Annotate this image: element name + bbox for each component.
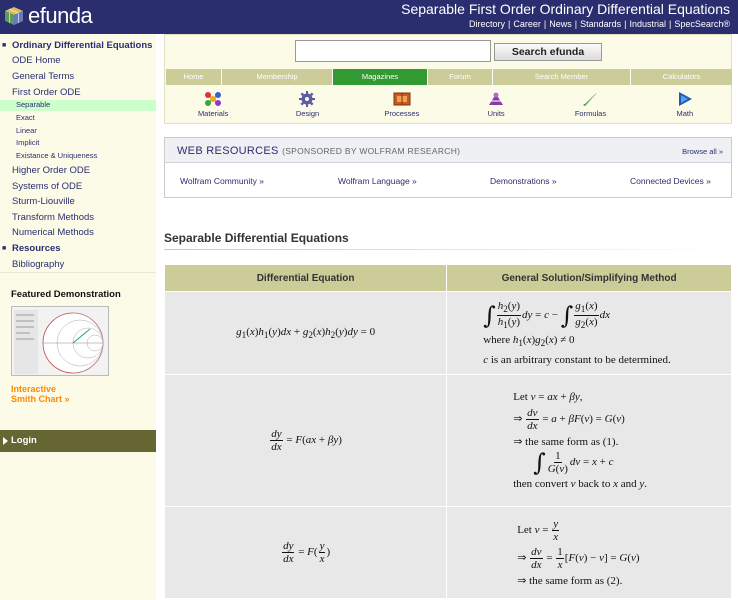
login-button[interactable]	[0, 430, 156, 452]
sidebar-divider	[0, 272, 156, 273]
icon-link-materials[interactable]	[166, 87, 260, 123]
table-row	[165, 375, 732, 507]
tab-forum[interactable]: Forum	[428, 69, 493, 85]
header-differential-equation: Differential Equation	[165, 265, 447, 292]
row2-solution-let: Let v = ax + βy,	[513, 391, 583, 403]
search-nav-panel	[164, 34, 732, 124]
sidebar-item-higher-order-ode[interactable]: Higher Order ODE	[12, 165, 91, 176]
sidebar-item-implicit[interactable]: Implicit	[16, 138, 40, 147]
tab-magazines[interactable]: Magazines	[333, 69, 428, 85]
smith-chart-thumbnail[interactable]	[11, 306, 109, 376]
search-input[interactable]	[295, 40, 491, 62]
row1-equation-formula: $g_1(x)h_1(y)dx + g_2(x)h_2(y)dy = 0$	[236, 325, 376, 341]
sidebar-section-ode[interactable]: ■ Ordinary Differential Equations	[0, 40, 156, 51]
tab-membership[interactable]: Membership	[222, 69, 333, 85]
sidebar-item-ode-home[interactable]: ODE Home	[12, 55, 61, 66]
separator: |	[508, 19, 511, 29]
row2-solution	[447, 375, 732, 507]
content-title: Separable Differential Equations	[164, 231, 349, 245]
header-link-career[interactable]: Career	[513, 19, 541, 29]
efunda-logo[interactable]	[3, 3, 92, 29]
formulas-icon	[581, 91, 599, 107]
icon-label-design: Design	[295, 109, 320, 118]
web-link-wolfram-language[interactable]: Wolfram Language »	[338, 176, 417, 186]
icon-label-materials: Materials	[197, 109, 229, 118]
main-nav-tabs	[166, 69, 732, 85]
featured-demo-title: Featured Demonstration	[11, 289, 121, 300]
icon-link-design[interactable]	[260, 87, 354, 123]
tab-search-member[interactable]: Search Member	[493, 69, 631, 85]
header-links	[469, 19, 730, 29]
row1-solution-where: where $h_1(x)g_2(x) \ne 0$	[483, 334, 575, 349]
logo-text: efunda	[28, 3, 93, 28]
math-icon	[677, 91, 693, 107]
sidebar-item-sturm-liouville[interactable]: Sturm-Liouville	[12, 196, 75, 207]
tab-calculators[interactable]: Calculators	[631, 69, 732, 85]
header-link-news[interactable]: News	[549, 19, 572, 29]
triangle-right-icon	[3, 437, 8, 445]
sidebar-item-general-terms[interactable]: General Terms	[12, 71, 75, 82]
row2-solution-same-form: ⇒ the same form as (1).	[513, 436, 619, 448]
separator: |	[574, 19, 578, 29]
row2-equation	[165, 375, 447, 507]
icon-link-math[interactable]	[638, 87, 732, 123]
web-resources-title	[177, 145, 460, 157]
smith-chart-icon	[12, 307, 109, 376]
row2-solution-derivative: ⇒ $\frac{dv}{dx}$ = a + βF(v) = G(v)	[513, 407, 625, 432]
icon-label-units: Units	[487, 109, 505, 118]
materials-icon	[204, 91, 222, 107]
web-link-connected-devices[interactable]: Connected Devices »	[630, 176, 711, 186]
web-link-demonstrations[interactable]: Demonstrations »	[490, 176, 557, 186]
sidebar-item-linear[interactable]: Linear	[16, 126, 37, 135]
design-gear-icon	[299, 91, 315, 107]
row2-solution-integral: ∫ $\frac{1}{G(v)}$ dv = x + c	[533, 448, 614, 477]
header-link-standards[interactable]: Standards	[580, 19, 622, 29]
sidebar-item-existance-uniqueness[interactable]: Existance & Uniqueness	[16, 151, 98, 160]
sidebar-item-separable[interactable]: Separable	[0, 100, 156, 111]
featured-link-line2: Smith Chart »	[11, 394, 70, 404]
sidebar-item-bibliography[interactable]: Bibliography	[12, 259, 65, 270]
featured-link-line1: Interactive	[11, 384, 57, 394]
header-general-solution: General Solution/Simplifying Method	[447, 265, 732, 292]
browse-all-link[interactable]: Browse all »	[682, 147, 723, 156]
web-resources-sponsor: (SPONSORED BY WOLFRAM RESEARCH)	[282, 146, 461, 156]
row1-solution	[447, 292, 732, 375]
header-link-directory[interactable]: Directory	[469, 19, 506, 29]
row3-equation-formula: $\frac{dy}{dx}$ = F( $\frac{y}{x}$ )	[283, 540, 331, 565]
row3-solution-same-form: ⇒ the same form as (2).	[517, 575, 623, 587]
row2-solution-convert: then convert v back to x and y.	[513, 478, 648, 490]
separator: |	[624, 19, 627, 29]
icon-label-math: Math	[676, 109, 694, 118]
processes-icon	[393, 91, 411, 107]
sidebar-item-numerical-methods[interactable]: Numerical Methods	[12, 227, 94, 238]
row3-equation	[165, 507, 447, 599]
row3-solution-derivative: ⇒ $\frac{dv}{dx}$ = $\frac{1}{x}$ [F(v) − v] = G(v)	[517, 546, 640, 571]
row3-solution	[447, 507, 732, 599]
table-row	[165, 507, 732, 599]
sidebar-section-resources[interactable]: ■ Resources	[0, 243, 156, 254]
header-link-specsearch[interactable]: SpecSearch®	[674, 19, 730, 29]
row3-solution-let: Let v = $\frac{y}{x}$	[517, 518, 559, 543]
separator: |	[668, 19, 672, 29]
sidebar	[0, 34, 156, 600]
tab-home[interactable]: Home	[166, 69, 222, 85]
site-header	[0, 0, 738, 34]
section-icon-row	[166, 87, 732, 123]
title-divider	[164, 249, 732, 250]
search-button[interactable]: Search efunda	[494, 43, 602, 61]
table-header-row	[165, 265, 732, 292]
sidebar-item-exact[interactable]: Exact	[16, 113, 35, 122]
web-resources-label: WEB RESOURCES	[177, 145, 279, 157]
row1-solution-integral: ∫ $\frac{h_2(y)}{h_1(y)}$ dy = c − ∫ $\frac{g_1(x)}{g_2(x)}$ dx	[483, 299, 610, 331]
login-label: Login	[11, 435, 37, 446]
icon-label-processes: Processes	[384, 109, 420, 118]
sidebar-item-first-order-ode[interactable]: First Order ODE	[12, 87, 81, 98]
row1-equation	[165, 292, 447, 375]
sidebar-item-systems-of-ode[interactable]: Systems of ODE	[12, 181, 83, 192]
row1-solution-constant: c is an arbitrary constant to be determined.	[483, 354, 671, 367]
web-resources-panel	[164, 137, 732, 198]
sidebar-item-transform-methods[interactable]: Transform Methods	[12, 212, 95, 223]
icon-label-formulas: Formulas	[574, 109, 607, 118]
separable-equations-table	[164, 264, 732, 599]
row2-equation-formula: $\frac{dy}{dx}$ = F(ax + βy)	[271, 428, 342, 453]
header-link-industrial[interactable]: Industrial	[629, 19, 666, 29]
web-resources-header	[165, 138, 731, 163]
separator: |	[543, 19, 547, 29]
icon-link-formulas[interactable]	[543, 87, 637, 123]
icon-link-processes[interactable]	[355, 87, 449, 123]
web-link-wolfram-community[interactable]: Wolfram Community »	[180, 176, 264, 186]
featured-demo-link[interactable]	[11, 384, 131, 404]
units-icon	[487, 91, 505, 107]
logo-cube-icon	[3, 5, 25, 27]
table-row	[165, 292, 732, 375]
page-header-title: Separable First Order Ordinary Differential Equations	[401, 1, 730, 17]
icon-link-units[interactable]	[449, 87, 543, 123]
